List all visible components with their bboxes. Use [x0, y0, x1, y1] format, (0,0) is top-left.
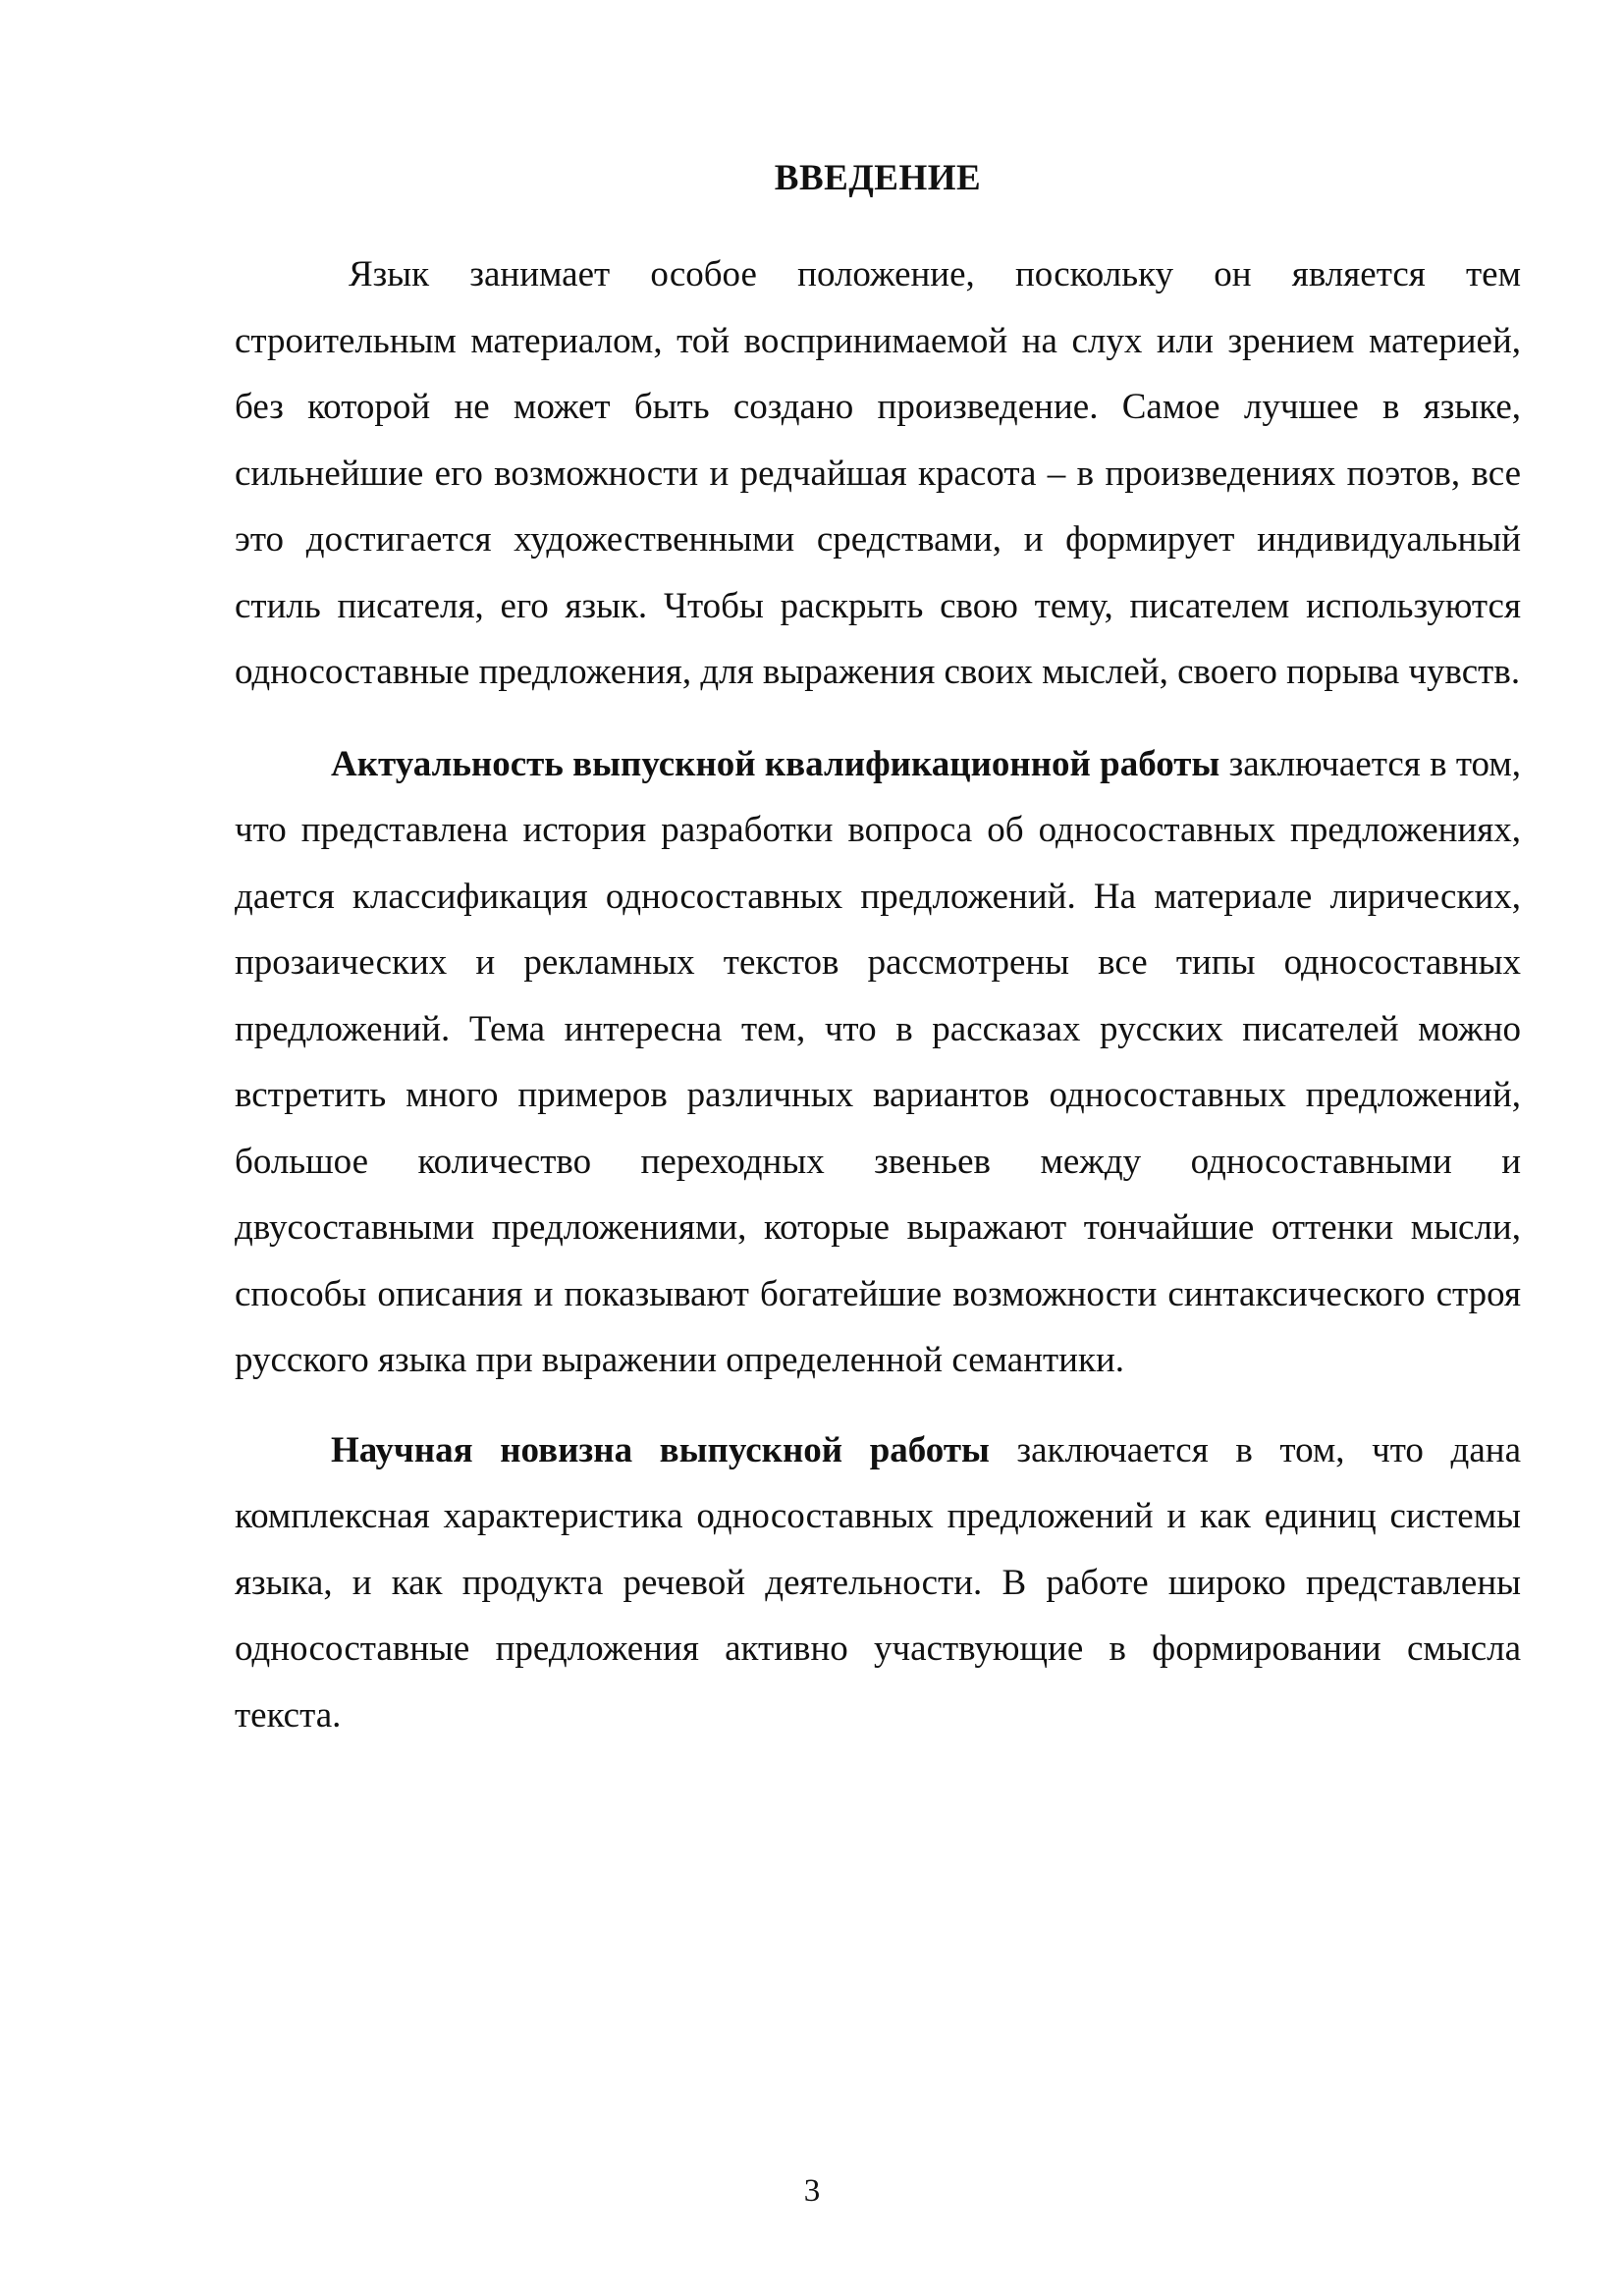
novelty-paragraph	[235, 1417, 1521, 1749]
relevance-lead: Актуальность выпускной квалификационной работы	[331, 743, 1220, 784]
page-number: 3	[803, 2173, 821, 2209]
page-content	[235, 149, 1521, 1748]
novelty-text: заключается в том, что дана комплексная характеристика односоставных предложений и как единиц системы языка, и как продукта речевой деятельности. В работе широко представлены односоставные предложения активно участвующие в формировании смысла текста.	[235, 1429, 1521, 1735]
novelty-lead: Научная новизна выпускной работы	[331, 1429, 990, 1470]
relevance-text: заключается в том, что представлена история разработки вопроса об односоставных предложениях, дается классификация односоставных предложений. На материале лирических, прозаических и рекламных текстов рассмотрены все типы односоставных предложений. Тема интересна тем, что в рассказах русских писателей можно встретить много примеров различных вариантов односоставных предложений, большое количество переходных звеньев между односоставными и двусоставными предложениями, которые выражают тончайшие оттенки мысли, способы описания и показывают богатейшие возможности синтаксического строя русского языка при выражении определенной семантики.	[235, 743, 1521, 1380]
relevance-paragraph	[235, 731, 1521, 1394]
section-title: ВВЕДЕНИЕ	[774, 158, 982, 198]
intro-paragraph: Язык занимает особое положение, поскольку он является тем строительным материалом, той воспринимаемой на слух или зрением материей, без которой не может быть создано произведение. Самое лучшее в языке, сильнейшие его возможности и редчайшая красота – в произведениях поэтов, все это достигается художественными средствами, и формирует индивидуальный стиль писателя, его язык. Чтобы раскрыть свою тему, писателем используются односоставные предложения, для выражения своих мыслей, своего порыва чувств.	[235, 254, 1521, 692]
